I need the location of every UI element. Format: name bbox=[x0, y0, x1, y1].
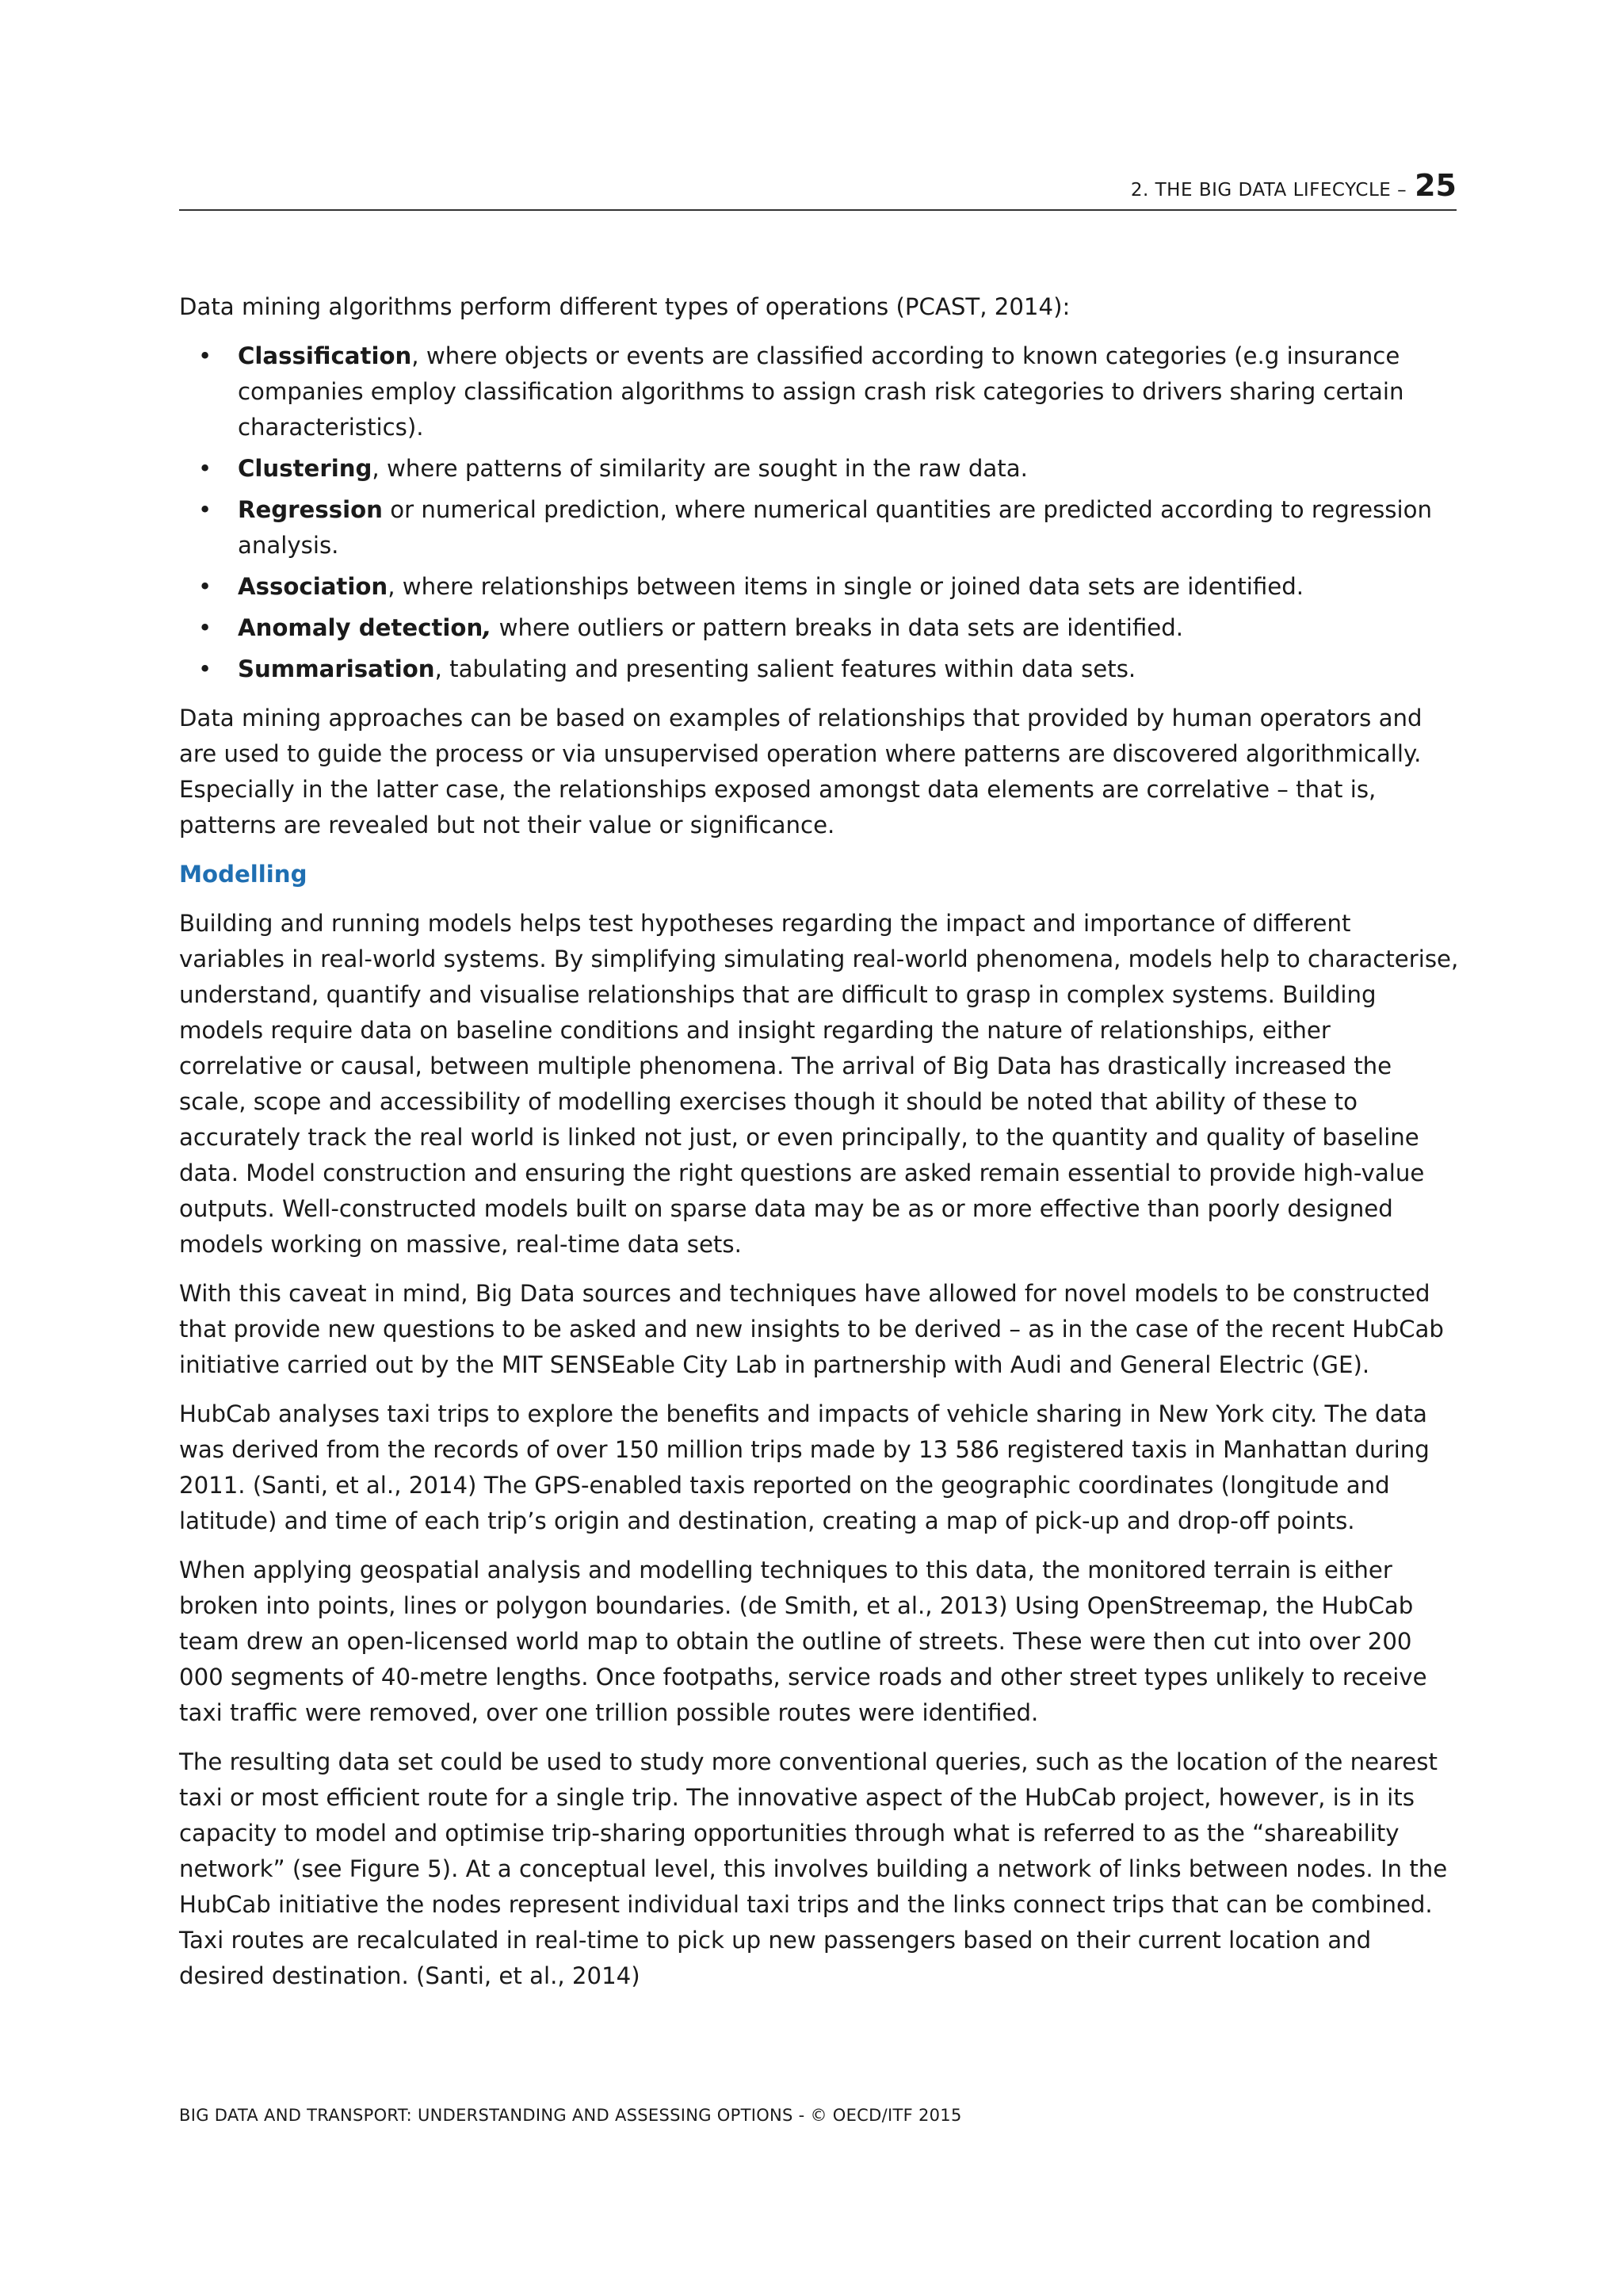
term: Regression bbox=[238, 496, 383, 523]
section-heading-modelling: Modelling bbox=[179, 861, 307, 888]
bullet-icon: • bbox=[198, 573, 212, 600]
mining-approaches-paragraph: Data mining approaches can be based on examples of relationships that provided by human operators and are used to guide the process or via unsupervised operation where patterns are discovered algorithmically. Especially in the latter case, the relationships exposed amongst data elements are correlative – that is, patterns are revealed but not their value or significance. bbox=[179, 705, 1423, 839]
list-item-regression bbox=[179, 492, 1459, 563]
body-paragraph: With this caveat in mind, Big Data sources and techniques have allowed for novel models to be constructed that provide new questions to be asked and new insights to be derived – as in the case of the recent HubCab initiative carried out by the MIT SENSEable City Lab in partnership with Audi and General Electric (GE). bbox=[179, 1280, 1444, 1378]
body-paragraph: The resulting data set could be used to study more conventional queries, such as the location of the nearest taxi or most efficient route for a single trip. The innovative aspect of the HubCab project, however, is in its capacity to model and optimise trip-sharing opportunities through what is referred to as the “shareability network” (see Figure 5). At a conceptual level, this involves building a network of links between nodes. In the HubCab initiative the nodes represent individual taxi trips and the links connect trips that can be combined. Taxi routes are recalculated in real-time to pick up new passengers based on their current location and desired destination. (Santi, et al., 2014) bbox=[179, 1748, 1448, 1989]
list-item-classification bbox=[179, 338, 1459, 445]
item-text: or numerical prediction, where numerical quantities are predicted according to regression analysis. bbox=[238, 496, 1432, 559]
operations-list bbox=[179, 338, 1459, 687]
bullet-icon: • bbox=[198, 455, 212, 482]
bullet-icon: • bbox=[198, 496, 212, 523]
item-text: , where relationships between items in single or joined data sets are identified. bbox=[388, 573, 1304, 600]
page-number: 25 bbox=[1415, 168, 1457, 203]
term: Summarisation bbox=[238, 655, 435, 682]
bullet-icon: • bbox=[198, 342, 212, 369]
term: Anomaly detection bbox=[238, 614, 483, 641]
list-item-clustering bbox=[179, 451, 1459, 487]
intro-paragraph: Data mining algorithms perform different types of operations (PCAST, 2014): bbox=[179, 293, 1071, 320]
running-header bbox=[179, 168, 1457, 211]
bullet-icon: • bbox=[198, 614, 212, 641]
term: Association bbox=[238, 573, 388, 600]
chapter-title: 2. THE BIG DATA LIFECYCLE – bbox=[1130, 180, 1407, 201]
term: Classification bbox=[238, 342, 412, 369]
body-paragraph: Building and running models helps test hypotheses regarding the impact and importance of different variables in real-world systems. By simplifying simulating real-world phenomena, models help to characterise, understand, quantify and visualise relationships that are difficult to grasp in complex systems. Building models require data on baseline conditions and insight regarding the nature of relationships, either correlative or causal, between multiple phenomena. The arrival of Big Data has drastically increased the scale, scope and accessibility of modelling exercises though it should be noted that ability of these to accurately track the real world is linked not just, or even principally, to the quantity and quality of baseline data. Model construction and ensuring the right questions are asked remain essential to provide high-value outputs. Well-constructed models built on sparse data may be as or more effective than poorly designed models working on massive, real-time data sets. bbox=[179, 910, 1459, 1258]
term-mark: , bbox=[483, 614, 492, 641]
item-text: where outliers or pattern breaks in data sets are identified. bbox=[491, 614, 1184, 641]
list-item-summarisation bbox=[179, 651, 1459, 687]
list-item-anomaly-detection bbox=[179, 610, 1459, 646]
term: Clustering bbox=[238, 455, 372, 482]
item-text: , where objects or events are classified according to known categories (e.g insurance companies employ classification algorithms to assign crash risk categories to drivers sharing certain characteristics). bbox=[238, 342, 1404, 441]
body-paragraph: When applying geospatial analysis and modelling techniques to this data, the monitored terrain is either broken into points, lines or polygon boundaries. (de Smith, et al., 2013) Using OpenStreemap, the HubCab team drew an open-licensed world map to obtain the outline of streets. These were then cut into over 200 000 segments of 40-metre lengths. Once footpaths, service roads and other street types unlikely to receive taxi traffic were removed, over one trillion possible routes were identified. bbox=[179, 1557, 1427, 1726]
running-footer: BIG DATA AND TRANSPORT: UNDERSTANDING AND ASSESSING OPTIONS - © OECD/ITF 2015 bbox=[179, 2106, 962, 2125]
page-body bbox=[179, 289, 1459, 2008]
body-paragraph: HubCab analyses taxi trips to explore the benefits and impacts of vehicle sharing in New York city. The data was derived from the records of over 150 million trips made by 13 586 registered taxis in Manhattan during 2011. (Santi, et al., 2014) The GPS-enabled taxis reported on the geographic coordinates (longitude and latitude) and time of each trip’s origin and destination, creating a map of pick-up and drop-off points. bbox=[179, 1400, 1430, 1534]
item-text: , tabulating and presenting salient features within data sets. bbox=[434, 655, 1136, 682]
bullet-icon: • bbox=[198, 655, 212, 682]
list-item-association bbox=[179, 569, 1459, 605]
item-text: , where patterns of similarity are sought in the raw data. bbox=[372, 455, 1028, 482]
